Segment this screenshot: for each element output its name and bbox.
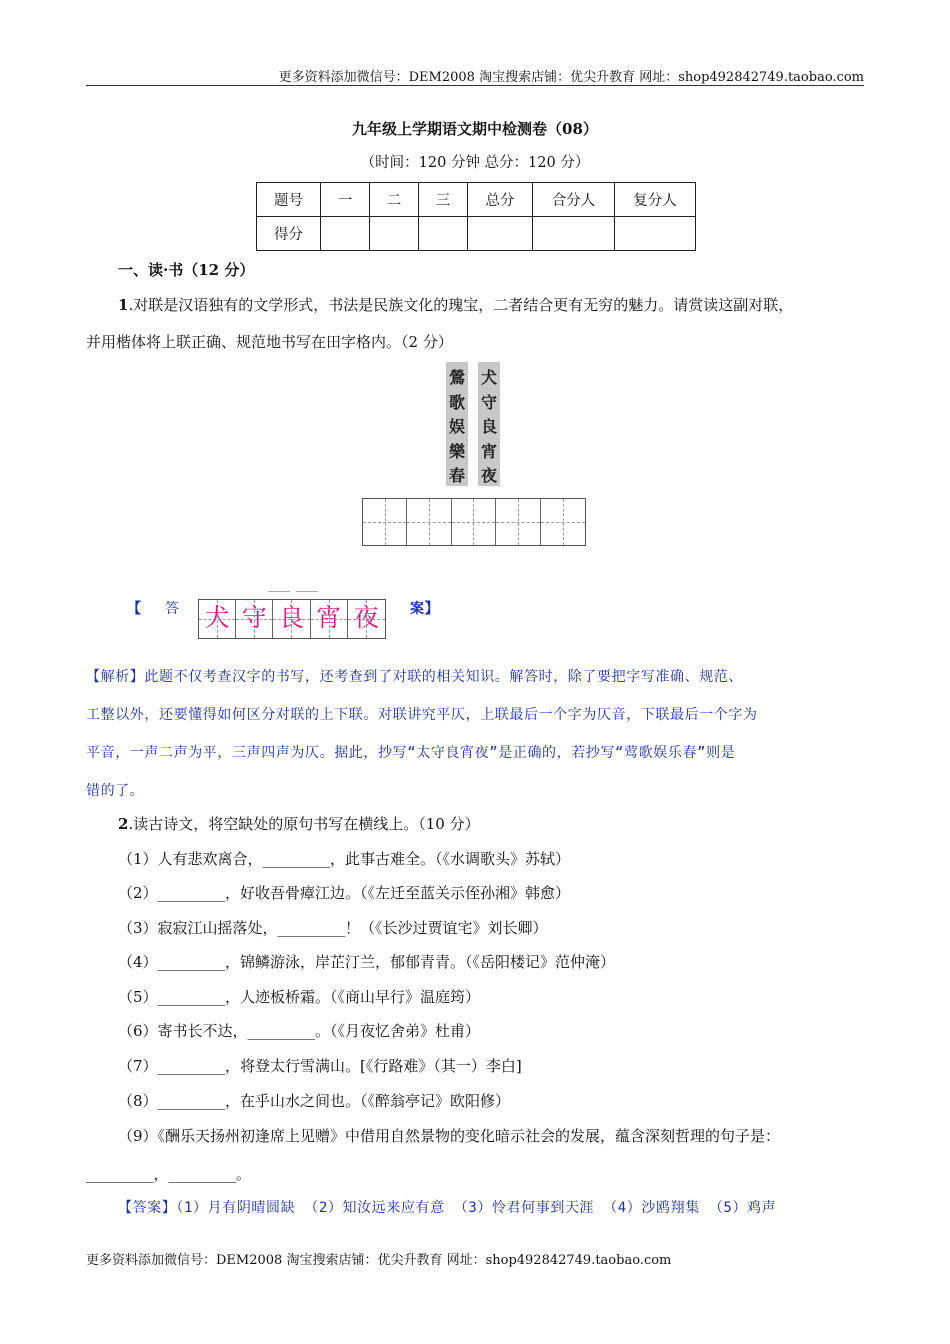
fill-blank-item: （6）寄书长不达，_________。（《月夜忆舍弟》杜甫）	[118, 1022, 481, 1040]
couplet-char: 犬	[480, 368, 497, 387]
score-table-score-row	[257, 217, 696, 251]
page-header: 更多资料添加微信号：DEM2008 淘宝搜索店铺：优尖升教育 网址：shop492842749.taobao.com	[278, 70, 864, 85]
grid-cell	[199, 600, 236, 638]
decorative-rule	[268, 591, 290, 592]
couplet-right-scroll	[478, 362, 500, 486]
fill-blank-item: （4）_________，锦鳞游泳，岸芷汀兰，郁郁青青。（《岳阳楼记》范仲淹）	[118, 953, 616, 971]
question-text: .读古诗文，将空缺处的原句书写在横线上。（10 分）	[128, 815, 480, 833]
score-table	[256, 182, 696, 251]
tianzige-writing-grid[interactable]	[362, 498, 586, 546]
score-input-cell[interactable]	[533, 217, 615, 251]
grid-cell[interactable]	[452, 499, 496, 545]
analysis-line: 平音，一声二声为平，三声四声为仄。据此，抄写“太守良宵夜”是正确的，若抄写“莺歌娱乐春”则是	[86, 745, 736, 761]
score-input-cell[interactable]	[615, 217, 696, 251]
score-input-cell[interactable]	[321, 217, 370, 251]
grid-cell[interactable]	[541, 499, 585, 545]
couplet-left-scroll	[446, 362, 468, 486]
answer-char: 良	[278, 603, 304, 632]
grid-cell[interactable]	[363, 499, 407, 545]
score-input-cell[interactable]	[370, 217, 419, 251]
analysis-line: 【解析】此题不仅考查汉字的书写，还考查到了对联的相关知识。解答时，除了要把字写准确、规范、	[86, 669, 743, 685]
table-cell: 三	[419, 183, 468, 217]
score-table-header-row	[257, 183, 696, 217]
grid-cell	[273, 600, 310, 638]
question-text: .对联是汉语独有的文学形式，书法是民族文化的瑰宝，二者结合更有无穷的魅力。请赏读这副对联，	[128, 296, 794, 314]
couplet-char: 娱	[448, 417, 465, 436]
table-cell: 合分人	[533, 183, 615, 217]
fill-blank-item: （9）《酬乐天扬州初逢席上见赠》中借用自然景物的变化暗示社会的发展，蕴含深刻哲理的句子是：	[118, 1127, 781, 1145]
fill-blank-item: （3）寂寂江山摇落处，_________！（《长沙过贾谊宅》刘长卿）	[118, 919, 548, 937]
score-input-cell[interactable]	[468, 217, 533, 251]
table-cell: 复分人	[615, 183, 696, 217]
fill-blank-item-continued: _________，_________。	[86, 1165, 252, 1183]
question-number: 2	[118, 815, 129, 833]
decorative-rule	[296, 591, 318, 592]
grid-cell	[236, 600, 273, 638]
answer-label-open: 【	[127, 601, 142, 617]
question-2-stem	[118, 813, 480, 834]
couplet-char: 守	[480, 392, 497, 412]
grid-cell	[348, 600, 385, 638]
answer-line: 【答案】（1）月有阴晴圆缺 （2）知汝远来应有意 （3）怜君何事到天涯 （4）沙鸥翔集 （5）鸡声	[118, 1200, 777, 1216]
table-cell: 总分	[468, 183, 533, 217]
question-number: 1	[118, 296, 129, 314]
couplet-char: 夜	[480, 466, 497, 485]
exam-time-info: （时间：120 分钟 总分：120 分）	[360, 155, 590, 171]
page-title: 九年级上学期语文期中检测卷（08）	[352, 120, 598, 138]
analysis-line: 错的了。	[86, 783, 145, 799]
fill-blank-item: （2）_________，好收吾骨瘴江边。（《左迁至蓝关示侄孙湘》韩愈）	[118, 884, 571, 902]
answer-char: 守	[241, 603, 267, 632]
page-footer: 更多资料添加微信号：DEM2008 淘宝搜索店铺：优尖升教育 网址：shop492842749.taobao.com	[86, 1253, 672, 1268]
answer-label-close: 案】	[410, 601, 440, 617]
answer-label-mid: 答	[165, 601, 180, 617]
fill-blank-item: （7）_________，将登太行雪满山。[《行路难》（其一）李白]	[118, 1057, 522, 1075]
answer-tianzige	[198, 599, 386, 639]
table-cell: 得分	[257, 217, 321, 251]
answer-char: 宵	[316, 603, 342, 632]
couplet-char: 春	[448, 466, 465, 485]
couplet-char: 鶯	[448, 368, 465, 387]
grid-cell[interactable]	[407, 499, 451, 545]
couplet-char: 宵	[480, 441, 497, 461]
fill-blank-item: （8）_________，在乎山水之间也。（《醉翁亭记》欧阳修）	[118, 1092, 511, 1110]
grid-cell	[311, 600, 348, 638]
header-divider	[86, 85, 864, 86]
question-1-line-2: 并用楷体将上联正确、规范地书写在田字格内。（2 分）	[86, 333, 453, 351]
couplet-char: 樂	[448, 441, 465, 461]
analysis-line: 工整以外，还要懂得如何区分对联的上下联。对联讲究平仄，上联最后一个字为仄音，下联最后一个字为	[86, 707, 758, 723]
answer-char: 夜	[353, 603, 379, 632]
couplet-char: 歌	[448, 392, 465, 412]
fill-blank-item: （1）人有悲欢离合，_________，此事古难全。（《水调歌头》苏轼）	[118, 850, 571, 868]
section-heading: 一、读·书（12 分）	[118, 261, 255, 279]
question-1-line-1	[118, 294, 793, 315]
fill-blank-item: （5）_________，人迹板桥霜。（《商山早行》温庭筠）	[118, 988, 481, 1006]
table-cell: 一	[321, 183, 370, 217]
table-cell: 二	[370, 183, 419, 217]
answer-char: 犬	[204, 603, 230, 632]
grid-cell[interactable]	[496, 499, 540, 545]
score-input-cell[interactable]	[419, 217, 468, 251]
table-cell: 题号	[257, 183, 321, 217]
couplet-char: 良	[480, 417, 497, 436]
